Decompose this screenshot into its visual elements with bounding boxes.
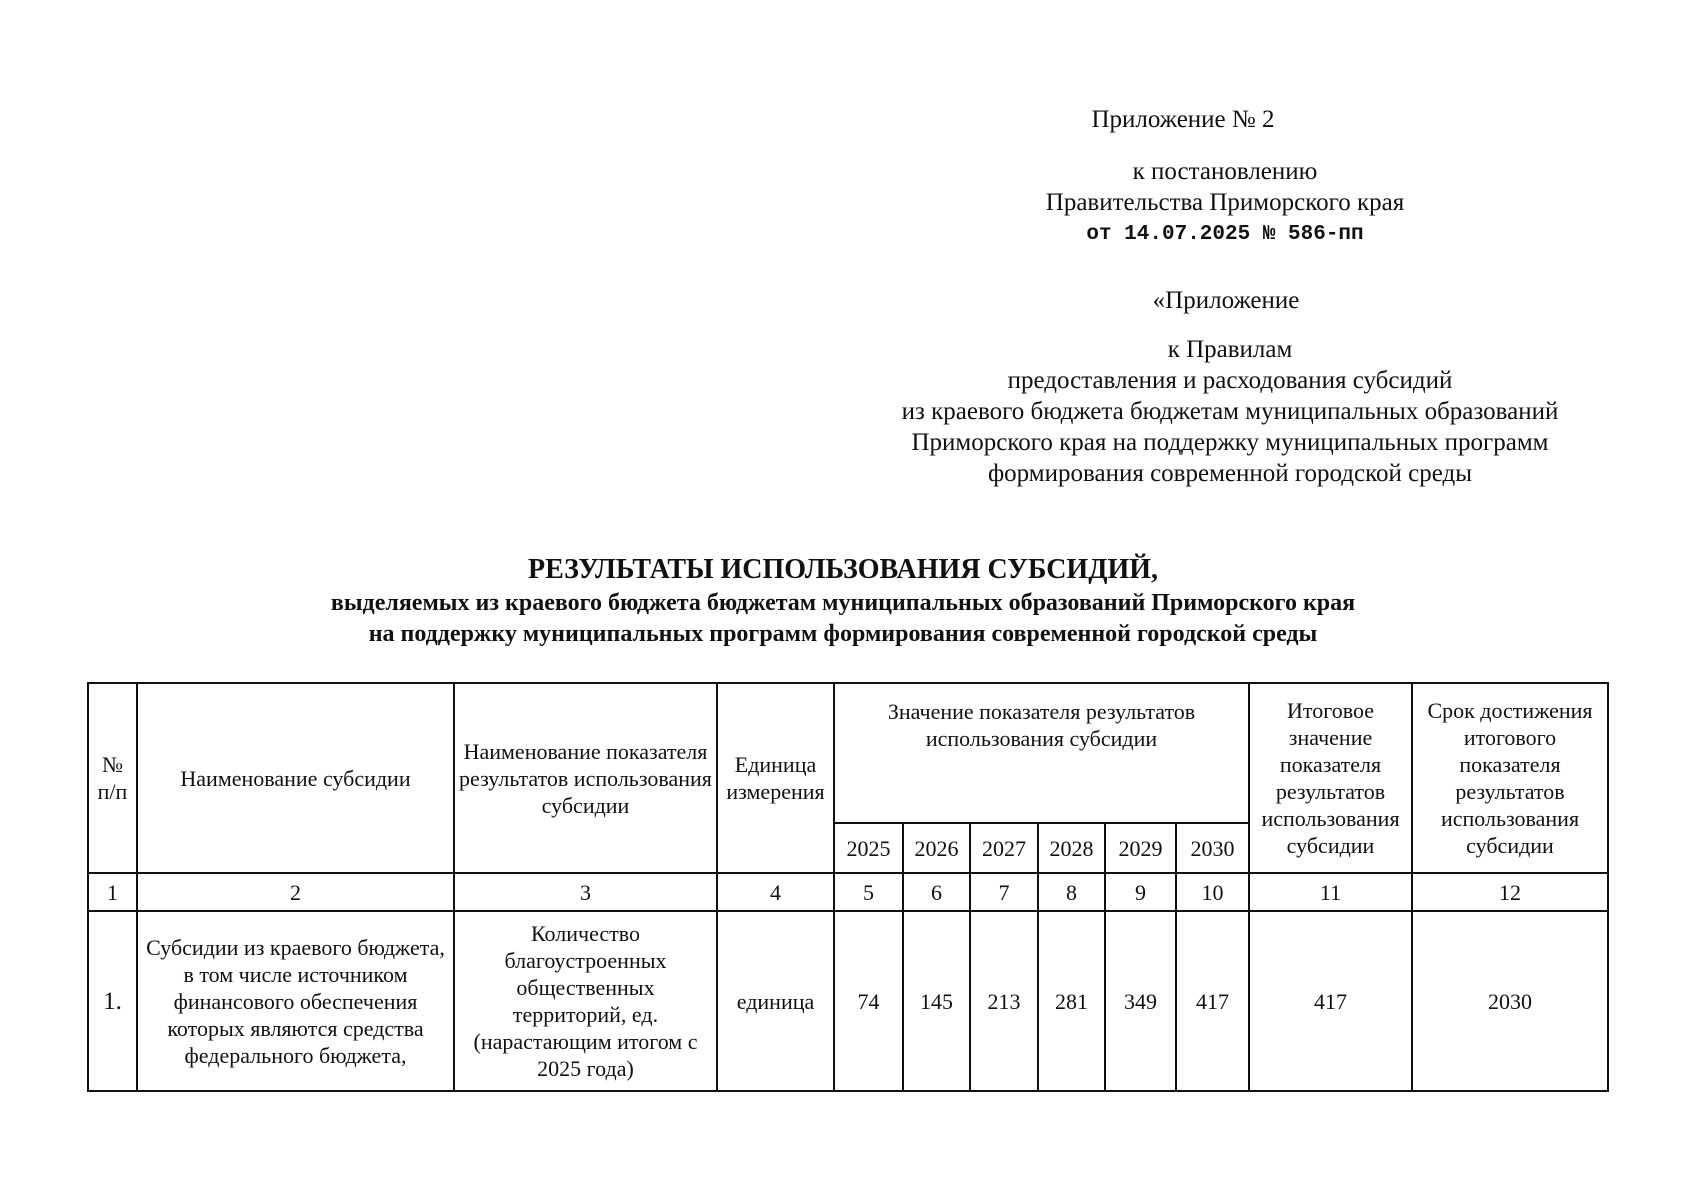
header-num: № п/п <box>88 683 137 873</box>
row-value-2027: 213 <box>970 911 1038 1091</box>
header-subsidy-name: Наименование субсидии <box>137 683 454 873</box>
resolution-line: к постановлению <box>1132 158 1318 185</box>
document-subtitle-line: на поддержку муниципальных программ формирования современной городской среды <box>368 621 1318 647</box>
document-title: РЕЗУЛЬТАТЫ ИСПОЛЬЗОВАНИЯ СУБСИДИЙ, <box>527 554 1159 585</box>
column-number: 8 <box>1038 873 1105 911</box>
resolution-ref-text: от 14.07.2025 № 586-пп <box>1086 223 1364 246</box>
header-final-value: Итоговое значение показателя результатов использования субсидии <box>1249 683 1412 873</box>
attachment-title <box>1020 104 1346 135</box>
column-number: 12 <box>1412 873 1608 911</box>
header-year: 2029 <box>1105 823 1176 873</box>
header-unit: Единица измерения <box>717 683 834 873</box>
row-value-2028: 281 <box>1038 911 1105 1091</box>
column-number: 9 <box>1105 873 1176 911</box>
rules-line: предоставления и расходования субсидий <box>1007 367 1453 394</box>
resolution-line: Правительства Приморского края <box>1045 189 1405 216</box>
row-subsidy-name: Субсидии из краевого бюджета, в том числе источником финансового обеспечения которых являются средства федерального бюджета, <box>137 911 454 1091</box>
header-indicator-name: Наименование показателя результатов использования субсидии <box>454 683 717 873</box>
column-number: 5 <box>834 873 903 911</box>
column-number: 11 <box>1249 873 1412 911</box>
header-year: 2030 <box>1176 823 1249 873</box>
row-unit: единица <box>717 911 834 1091</box>
rules-line: Приморского края на поддержку муниципальных программ <box>911 429 1549 456</box>
header-year: 2028 <box>1038 823 1105 873</box>
column-number: 2 <box>137 873 454 911</box>
column-number: 10 <box>1176 873 1249 911</box>
row-value-2025: 74 <box>834 911 903 1091</box>
column-number: 3 <box>454 873 717 911</box>
appendix-title <box>1096 285 1356 316</box>
column-number: 1 <box>88 873 137 911</box>
column-number: 6 <box>903 873 970 911</box>
row-deadline: 2030 <box>1412 911 1608 1091</box>
rules-line: к Правилам <box>1167 336 1293 363</box>
column-number-row <box>88 873 1608 911</box>
rules-caption <box>840 334 1620 489</box>
row-num: 1. <box>88 911 137 1091</box>
row-final-value: 417 <box>1249 911 1412 1091</box>
results-table <box>87 682 1609 1092</box>
row-value-2029: 349 <box>1105 911 1176 1091</box>
resolution-reference <box>1000 219 1450 250</box>
column-number: 4 <box>717 873 834 911</box>
header-deadline: Срок достижения итогового показателя результатов использования субсидии <box>1412 683 1608 873</box>
table-row <box>88 911 1608 1091</box>
rules-line: формирования современной городской среды <box>987 460 1472 487</box>
header-year: 2027 <box>970 823 1038 873</box>
row-value-2030: 417 <box>1176 911 1249 1091</box>
row-indicator-name: Количество благоустроенных общественных территорий, ед. (нарастающим итогом с 2025 года) <box>454 911 717 1091</box>
appendix-title-text: «Приложение <box>1152 287 1300 314</box>
table-header-row <box>88 683 1608 823</box>
attachment-title-text: Приложение № 2 <box>1091 106 1275 133</box>
document-heading <box>0 552 1686 650</box>
document-subtitle-line: выделяемых из краевого бюджета бюджетам муниципальных образований Приморского края <box>330 590 1356 616</box>
rules-line: из краевого бюджета бюджетам муниципальных образований <box>901 398 1559 425</box>
resolution-caption <box>1000 156 1450 218</box>
header-year: 2025 <box>834 823 903 873</box>
header-values-group: Значение показателя результатов использования субсидии <box>834 683 1249 823</box>
column-number: 7 <box>970 873 1038 911</box>
row-value-2026: 145 <box>903 911 970 1091</box>
header-year: 2026 <box>903 823 970 873</box>
